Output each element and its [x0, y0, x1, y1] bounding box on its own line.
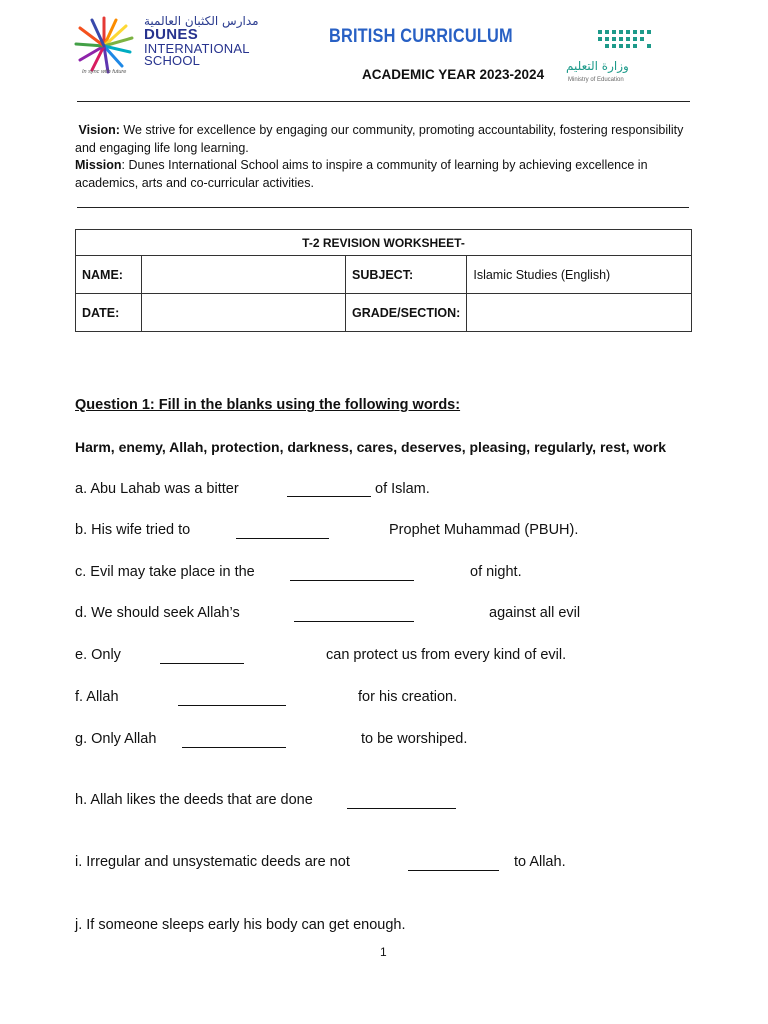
question-i-after: to Allah. — [514, 854, 566, 870]
school-name-line1: DUNES — [144, 26, 199, 43]
blank-h[interactable] — [347, 808, 456, 809]
question-a-before: a. Abu Lahab was a bitter — [75, 481, 239, 497]
question-e-after: can protect us from every kind of evil. — [326, 647, 567, 663]
question-1-title: Question 1: Fill in the blanks using the following words: — [75, 397, 461, 413]
mission-label: Mission — [75, 158, 122, 172]
question-f-after: for his creation. — [358, 689, 458, 705]
mission-text: : Dunes International School aims to inspire a community of learning by achieving excellence in academics, arts and co-curricular activities. — [75, 158, 648, 190]
date-field[interactable] — [142, 294, 346, 332]
blank-f[interactable] — [178, 705, 286, 706]
blank-b[interactable] — [236, 538, 329, 539]
ministry-logo — [566, 26, 662, 86]
date-label: DATE: — [76, 294, 142, 332]
school-tagline: In sync with future — [82, 69, 127, 75]
question-e-before: e. Only — [75, 647, 121, 663]
ministry-dots-icon — [596, 28, 656, 50]
worksheet-title: T-2 REVISION WORKSHEET- — [76, 230, 692, 256]
school-name-line2: INTERNATIONAL — [144, 41, 250, 56]
grade-field[interactable] — [467, 294, 692, 332]
mission-paragraph — [75, 157, 705, 192]
word-bank: Harm, enemy, Allah, protection, darkness, cares, deserves, pleasing, regularly, rest, work — [75, 439, 667, 455]
grade-label: GRADE/SECTION: — [346, 294, 467, 332]
vision-label: Vision: — [78, 123, 120, 137]
question-b-before: b. His wife tried to — [75, 522, 191, 538]
question-b-after: Prophet Muhammad (PBUH). — [389, 522, 579, 538]
subject-label: SUBJECT: — [346, 256, 467, 294]
curriculum-heading: BRITISH CURRICULUM — [329, 26, 513, 47]
question-a-after: of Islam. — [375, 481, 430, 497]
academic-year: ACADEMIC YEAR 2023-2024 — [362, 67, 545, 82]
vision-paragraph — [75, 122, 705, 157]
question-g-before: g. Only Allah — [75, 731, 157, 747]
blank-a[interactable] — [287, 496, 371, 497]
ministry-name-english: Ministry of Education — [568, 77, 624, 83]
question-h-before: h. Allah likes the deeds that are done — [75, 792, 313, 808]
question-j-before: j. If someone sleeps early his body can get enough. — [75, 917, 406, 933]
name-field[interactable] — [142, 256, 346, 294]
school-name-arabic: مدارس الكثبان العالمية — [144, 14, 259, 28]
header-divider — [77, 101, 690, 102]
subject-value: Islamic Studies (English) — [467, 256, 692, 294]
question-f-before: f. Allah — [75, 689, 119, 705]
blank-g[interactable] — [182, 747, 286, 748]
blank-c[interactable] — [290, 580, 414, 581]
question-c-before: c. Evil may take place in the — [75, 564, 255, 580]
sunburst-logo-icon — [72, 14, 136, 74]
blank-i[interactable] — [408, 870, 499, 871]
question-d-before: d. We should seek Allah’s — [75, 605, 240, 621]
school-logo — [72, 12, 262, 78]
blank-d[interactable] — [294, 621, 414, 622]
blank-e[interactable] — [160, 663, 244, 664]
question-d-after: against all evil — [489, 605, 581, 621]
mission-divider — [77, 207, 689, 208]
vision-mission-block — [75, 122, 705, 192]
student-info-table — [75, 229, 692, 332]
vision-text: We strive for excellence by engaging our community, promoting accountability, fostering responsibility and engaging life long learning. — [75, 123, 684, 155]
question-g-after: to be worshiped. — [361, 731, 468, 747]
page-number: 1 — [380, 945, 387, 959]
question-i-before: i. Irregular and unsystematic deeds are not — [75, 854, 350, 870]
name-label: NAME: — [76, 256, 142, 294]
question-c-after: of night. — [470, 564, 522, 580]
school-name-line3: SCHOOL — [144, 53, 201, 68]
ministry-name-arabic: وزارة التعليم — [566, 59, 629, 73]
